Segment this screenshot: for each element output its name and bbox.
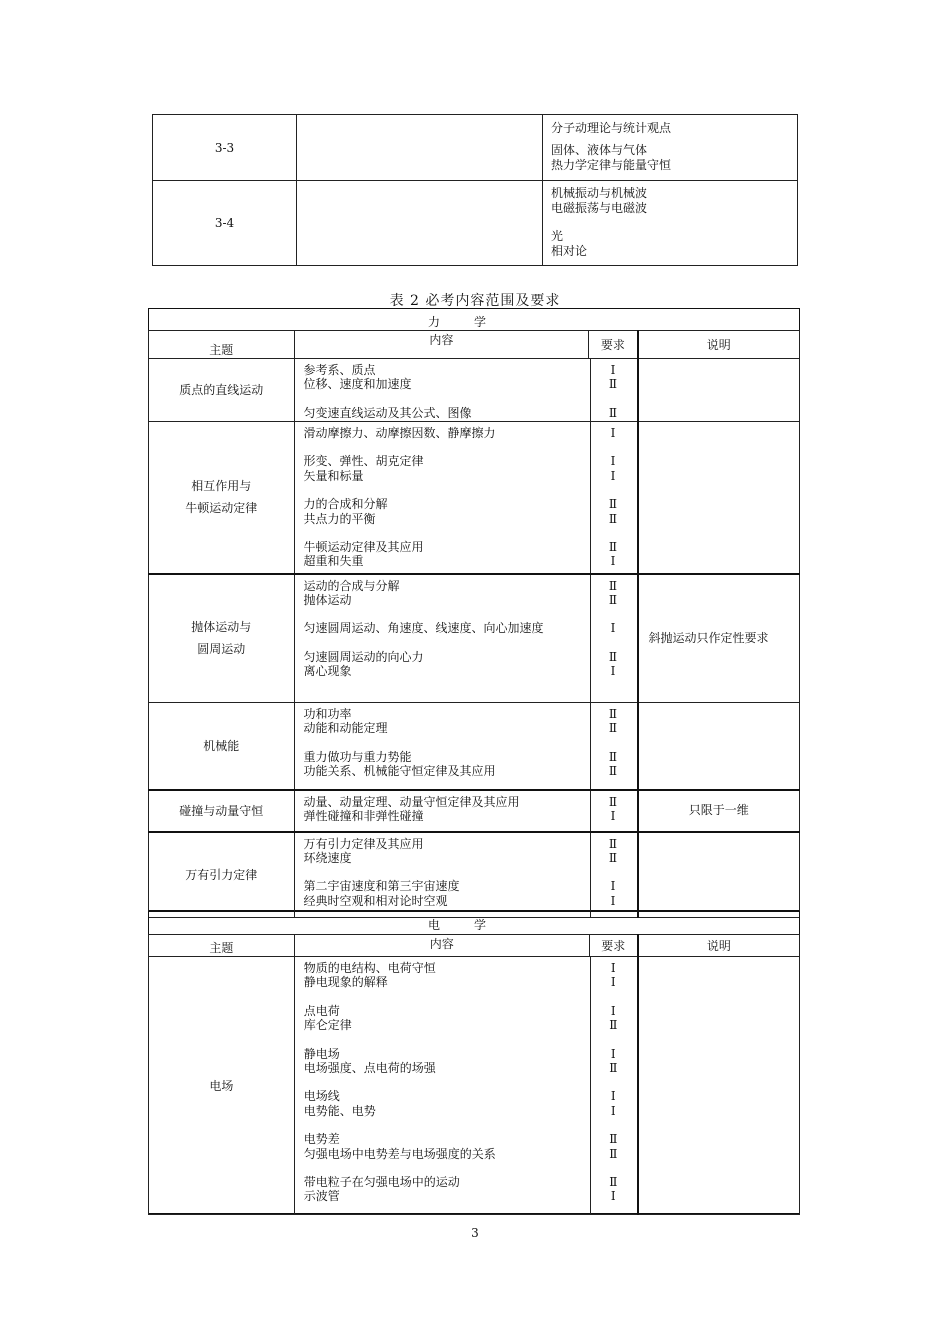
module-id: 3-4	[153, 181, 297, 266]
content-line	[304, 851, 637, 865]
content-line	[304, 377, 637, 391]
content-line	[304, 736, 637, 750]
note-cell: 斜抛运动只作定性要求	[638, 574, 800, 703]
content-text: 超重和失重	[303, 554, 364, 569]
table-row	[149, 359, 800, 422]
header-note: 说明	[638, 331, 800, 359]
subject-cell	[149, 703, 295, 790]
requirement-level	[590, 607, 637, 621]
content-text	[304, 865, 590, 879]
requirement-level: Ⅱ	[608, 497, 618, 512]
topic-line: 固体、液体与气体	[551, 143, 648, 157]
content-cell	[294, 790, 638, 832]
requirement-level: Ⅰ	[610, 1103, 616, 1118]
subject-text: 碰撞与动量守恒	[179, 803, 264, 818]
content-text: 库仑定律	[303, 1018, 352, 1033]
subject-cell	[149, 832, 295, 918]
topic-line: 机械振动与机械波	[551, 186, 648, 200]
content-line	[304, 1089, 637, 1103]
content-text: 电势能、电势	[303, 1103, 376, 1118]
requirement-level	[590, 392, 637, 406]
content-text: 动能和动能定理	[303, 721, 388, 736]
content-text: 共点力的平衡	[303, 511, 376, 526]
table-row	[153, 115, 798, 181]
content-line	[304, 707, 637, 721]
content-text: 抛体运动	[303, 592, 352, 607]
content-cell	[294, 832, 638, 918]
content-line	[304, 406, 637, 420]
content-text: 示波管	[303, 1189, 340, 1204]
requirement-level	[590, 1075, 637, 1089]
requirement-level	[590, 1118, 637, 1132]
content-line	[304, 483, 637, 497]
requirement-level: Ⅰ	[610, 363, 616, 377]
content-text: 匀变速直线运动及其公式、图像	[303, 405, 472, 420]
section-band-mechanics: 力学	[149, 309, 799, 331]
table-row	[149, 790, 800, 832]
content-text: 形变、弹性、胡克定律	[303, 454, 424, 469]
content-line	[304, 809, 637, 823]
topic-line: 相对论	[551, 244, 588, 258]
section-band-electricity: 电学	[149, 912, 799, 935]
content-text: 功能关系、机械能守恒定律及其应用	[303, 764, 496, 779]
content-line	[304, 1132, 637, 1146]
table-caption: 表 2 必考内容范围及要求	[389, 293, 561, 309]
subject-cell	[149, 790, 295, 832]
content-text: 匀强电场中电势差与电场强度的关系	[303, 1146, 496, 1161]
requirement-level: Ⅰ	[610, 454, 616, 469]
content-text	[304, 607, 590, 621]
content-line	[304, 865, 637, 879]
content-line	[304, 764, 637, 778]
requirement-level: Ⅱ	[609, 1061, 618, 1076]
content-line	[304, 526, 637, 540]
content-text	[304, 736, 590, 750]
content-line	[304, 1175, 637, 1189]
content-line	[304, 512, 637, 526]
content-line	[304, 454, 637, 468]
header-requirement: 要求	[589, 935, 638, 957]
header-subject: 主题	[149, 331, 295, 359]
requirement-level: Ⅱ	[608, 578, 618, 593]
column-divider	[590, 422, 591, 573]
elective-modules-table	[152, 114, 798, 266]
content-line	[304, 990, 637, 1004]
subject-cell	[149, 957, 295, 1215]
table-row	[153, 181, 798, 266]
content-line	[304, 795, 637, 809]
content-text: 矢量和标量	[303, 468, 364, 483]
content-line	[304, 837, 637, 851]
content-line	[304, 1104, 637, 1118]
content-text	[304, 483, 590, 497]
content-text: 离心现象	[303, 664, 352, 679]
requirement-level: Ⅱ	[609, 1132, 618, 1147]
content-line	[304, 975, 637, 989]
requirement-level: Ⅰ	[610, 808, 616, 823]
content-text: 功和功率	[303, 707, 352, 721]
subject-text: 质点的直线运动	[179, 383, 264, 397]
requirement-level: Ⅱ	[609, 1018, 618, 1033]
content-cell	[294, 422, 638, 574]
requirement-level	[590, 1161, 637, 1175]
requirement-level	[590, 865, 637, 879]
requirement-level	[590, 636, 637, 650]
requirement-level: Ⅱ	[608, 850, 618, 865]
content-line	[304, 879, 637, 893]
requirement-level: Ⅱ	[608, 511, 618, 526]
subject-text: 牛顿运动定律	[185, 501, 258, 516]
content-text: 环绕速度	[303, 850, 352, 865]
mechanics-table	[148, 330, 800, 918]
content-cell	[294, 359, 638, 422]
content-line	[304, 554, 637, 568]
requirement-level: Ⅱ	[608, 592, 618, 607]
requirement-level: Ⅱ	[608, 707, 618, 721]
content-text: 参考系、质点	[303, 363, 376, 377]
requirement-level: Ⅱ	[608, 836, 618, 851]
content-line	[304, 392, 637, 406]
content-text	[304, 990, 590, 1004]
subject-cell	[149, 422, 295, 574]
requirement-level: Ⅱ	[608, 405, 618, 420]
subject-text: 机械能	[203, 738, 240, 753]
content-line	[304, 1147, 637, 1161]
content-line	[304, 497, 637, 511]
content-text	[304, 526, 590, 540]
content-text: 重力做功与重力势能	[303, 749, 412, 764]
electricity-section	[148, 911, 800, 1214]
content-line	[304, 1018, 637, 1032]
requirement-level	[590, 440, 637, 454]
requirement-level: Ⅱ	[608, 721, 618, 736]
content-text	[304, 392, 590, 406]
topic-line: 光	[551, 229, 564, 243]
content-text: 弹性碰撞和非弹性碰撞	[303, 808, 424, 823]
header-subject: 主题	[149, 935, 295, 957]
content-text: 滑动摩擦力、动摩擦因数、静摩擦力	[303, 426, 496, 440]
requirement-level	[590, 1033, 637, 1047]
content-text: 匀速圆周运动、角速度、线速度、向心加速度	[303, 621, 544, 636]
mechanics-section	[148, 308, 800, 911]
content-line	[304, 440, 637, 454]
content-text: 动量、动量定理、动量守恒定律及其应用	[303, 794, 520, 809]
page-number: 3	[471, 1226, 479, 1240]
subject-text: 万有引力定律	[185, 867, 258, 882]
content-line	[304, 650, 637, 664]
requirement-level: Ⅱ	[608, 794, 618, 809]
column-divider	[590, 957, 591, 1214]
note-cell: 只限于一维	[638, 790, 800, 832]
requirement-level: Ⅱ	[609, 1146, 618, 1161]
requirement-level: Ⅰ	[610, 554, 616, 569]
requirement-level: Ⅰ	[610, 468, 616, 483]
content-line	[304, 426, 637, 440]
requirement-level: Ⅱ	[608, 377, 618, 392]
content-text	[304, 1033, 590, 1047]
column-divider	[590, 703, 591, 789]
content-text: 第二宇宙速度和第三宇宙速度	[303, 879, 460, 894]
header-requirement: 要求	[589, 331, 638, 359]
content-cell	[294, 957, 638, 1215]
content-text: 位移、速度和加速度	[303, 377, 412, 392]
content-line	[304, 721, 637, 735]
requirement-level: Ⅰ	[610, 975, 616, 990]
header-row	[149, 935, 800, 957]
header-content: 内容	[294, 331, 589, 359]
note-cell	[638, 832, 800, 918]
content-line	[304, 469, 637, 483]
column-divider	[590, 833, 591, 918]
content-text: 电场强度、点电荷的场强	[303, 1061, 436, 1076]
content-text: 运动的合成与分解	[303, 578, 400, 593]
column-divider	[590, 359, 591, 421]
requirement-level	[590, 526, 637, 540]
table-row	[149, 574, 800, 703]
topic-line: 热力学定律与能量守恒	[551, 158, 672, 172]
topic-line: 电磁振荡与电磁波	[551, 201, 648, 215]
content-text: 带电粒子在匀强电场中的运动	[303, 1175, 460, 1190]
module-id: 3-3	[153, 115, 297, 181]
requirement-level: Ⅰ	[610, 1046, 616, 1061]
requirement-level	[590, 736, 637, 750]
content-line	[304, 1118, 637, 1132]
requirement-level: Ⅰ	[610, 1003, 616, 1018]
content-text: 电势差	[303, 1132, 340, 1147]
column-divider	[590, 791, 591, 831]
requirement-level	[590, 990, 637, 1004]
content-line	[304, 593, 637, 607]
content-text	[304, 440, 590, 454]
subject-text: 相互作用与	[191, 479, 252, 494]
table-row	[149, 422, 800, 574]
content-text	[304, 1161, 590, 1175]
content-text: 牛顿运动定律及其应用	[303, 540, 424, 555]
header-row	[149, 331, 800, 359]
requirement-level: Ⅰ	[610, 621, 616, 636]
requirement-level	[590, 483, 637, 497]
header-content: 内容	[294, 935, 589, 957]
requirement-level: Ⅰ	[610, 1189, 616, 1204]
content-line	[304, 664, 637, 678]
content-cell	[294, 703, 638, 790]
requirement-level: Ⅱ	[608, 764, 618, 779]
content-text: 静电现象的解释	[303, 975, 388, 990]
content-line	[304, 1161, 637, 1175]
content-text	[304, 1118, 590, 1132]
content-text: 万有引力定律及其应用	[303, 836, 424, 851]
subject-cell	[149, 574, 295, 703]
subject-cell	[149, 359, 295, 422]
requirement-level: Ⅰ	[610, 1089, 616, 1104]
content-line	[304, 894, 637, 908]
subject-text: 抛体运动与	[191, 620, 252, 635]
content-line	[304, 961, 637, 975]
content-line	[304, 636, 637, 650]
note-cell	[638, 422, 800, 574]
module-topics	[543, 115, 798, 181]
content-line	[304, 1061, 637, 1075]
note-cell	[638, 359, 800, 422]
requirement-level: Ⅱ	[609, 1175, 618, 1190]
content-line	[304, 1189, 637, 1203]
content-line	[304, 579, 637, 593]
electricity-table	[148, 934, 800, 1215]
content-text: 匀速圆周运动的向心力	[303, 649, 424, 664]
content-text: 力的合成和分解	[303, 497, 388, 512]
content-text: 点电荷	[303, 1003, 340, 1018]
header-note: 说明	[638, 935, 800, 957]
content-line	[304, 1004, 637, 1018]
content-text	[304, 1075, 590, 1089]
content-line	[304, 1075, 637, 1089]
requirement-level: Ⅰ	[610, 961, 616, 975]
table-row	[149, 703, 800, 790]
note-cell	[638, 703, 800, 790]
content-line	[304, 540, 637, 554]
requirement-level: Ⅱ	[608, 540, 618, 555]
requirement-level: Ⅱ	[608, 749, 618, 764]
content-text: 静电场	[303, 1046, 340, 1061]
requirement-level: Ⅰ	[610, 664, 616, 679]
topic-line: 分子动理论与统计观点	[551, 121, 672, 135]
content-line	[304, 1047, 637, 1061]
subject-text: 电场	[209, 1078, 234, 1093]
content-line	[304, 750, 637, 764]
content-text	[304, 636, 590, 650]
column-divider	[590, 575, 591, 703]
requirement-level: Ⅱ	[608, 649, 618, 664]
content-cell	[294, 574, 638, 703]
empty-cell	[297, 115, 543, 181]
subject-text: 圆周运动	[197, 642, 246, 657]
table-row	[149, 957, 800, 1215]
content-line	[304, 363, 637, 377]
empty-cell	[297, 181, 543, 266]
content-line	[304, 607, 637, 621]
note-cell	[638, 957, 800, 1215]
content-line	[304, 1033, 637, 1047]
content-text: 电场线	[303, 1089, 340, 1104]
requirement-level: Ⅰ	[610, 879, 616, 894]
table-row	[149, 832, 800, 918]
content-text: 经典时空观和相对论时空观	[303, 893, 448, 908]
content-line	[304, 621, 637, 635]
content-text: 物质的电结构、电荷守恒	[303, 961, 436, 975]
requirement-level: Ⅰ	[610, 893, 616, 908]
module-topics	[543, 181, 798, 266]
requirement-level: Ⅰ	[610, 426, 616, 440]
